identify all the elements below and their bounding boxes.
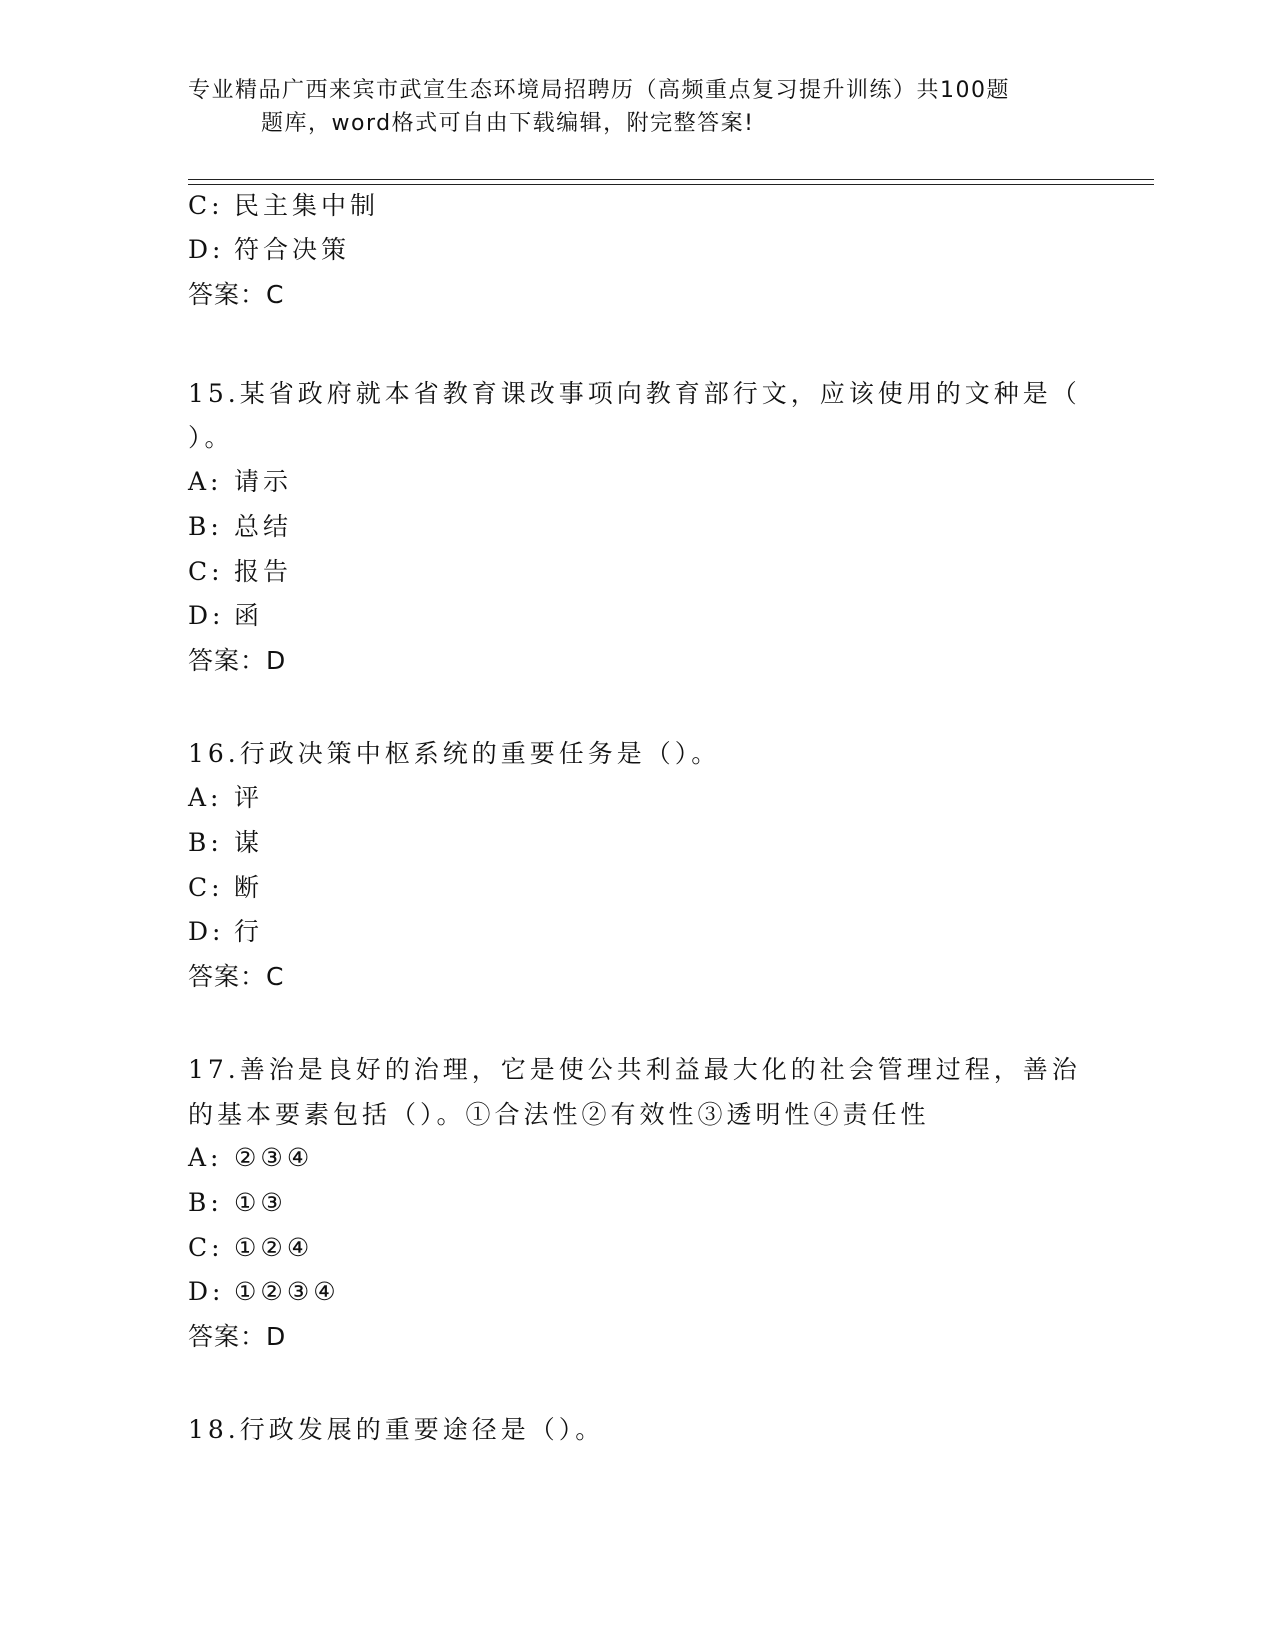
q17-stem-line-1: 17.善治是良好的治理，它是使公共利益最大化的社会管理过程，善治: [188, 1055, 1081, 1084]
q17-option-c: [188, 1233, 313, 1263]
q14-option-c: [188, 191, 379, 221]
q16-answer: 答案：C: [188, 962, 285, 991]
q15-option-a: [188, 467, 292, 497]
q16-option-c: [188, 873, 263, 903]
option-text: 符合决策: [234, 235, 351, 264]
option-label: D:: [188, 235, 225, 264]
option-text: 断: [234, 873, 264, 902]
header-divider-bottom: [188, 184, 1154, 185]
header-title-line-1: 专业精品广西来宾市武宣生态环境局招聘历（高频重点复习提升训练）共100题: [188, 78, 1010, 103]
q15-option-d: [188, 601, 263, 631]
option-text: 行: [234, 917, 264, 946]
option-label: B:: [188, 512, 223, 541]
option-label: C:: [188, 1233, 224, 1262]
q14-answer: 答案：C: [188, 280, 285, 309]
option-text: 民主集中制: [234, 191, 380, 220]
q18-stem-line-1: 18.行政发展的重要途径是（）。: [188, 1415, 605, 1444]
q15-stem-line-1: 15.某省政府就本省教育课改事项向教育部行文，应该使用的文种是（: [188, 379, 1081, 408]
option-text: 总结: [234, 512, 293, 541]
option-text: 评: [234, 783, 264, 812]
q17-answer: 答案：D: [188, 1322, 287, 1351]
q17-option-a: [188, 1143, 313, 1173]
option-text: ①②③④: [234, 1277, 340, 1306]
q17-stem-line-2: 的基本要素包括（）。①合法性②有效性③透明性④责任性: [188, 1100, 930, 1129]
option-label: B:: [188, 828, 223, 857]
option-label: C:: [188, 873, 224, 902]
q14-option-d: [188, 235, 350, 265]
q16-option-d: [188, 917, 263, 947]
option-text: 请示: [234, 467, 293, 496]
option-text: 函: [234, 601, 264, 630]
option-label: D:: [188, 601, 225, 630]
option-text: 谋: [234, 828, 264, 857]
option-label: B:: [188, 1188, 223, 1217]
document-header: [188, 74, 1088, 140]
option-text: 报告: [234, 557, 293, 586]
option-label: D:: [188, 917, 225, 946]
header-title-line-2: 题库，word格式可自由下载编辑，附完整答案!: [261, 111, 755, 136]
q15-option-c: [188, 557, 292, 587]
q15-answer: 答案：D: [188, 646, 287, 675]
option-label: C:: [188, 191, 224, 220]
option-text: ②③④: [234, 1143, 314, 1172]
option-text: ①③: [234, 1188, 287, 1217]
q17-option-b: [188, 1188, 287, 1218]
q15-option-b: [188, 512, 292, 542]
option-label: D:: [188, 1277, 225, 1306]
option-label: A:: [188, 1143, 223, 1172]
option-label: C:: [188, 557, 224, 586]
option-text: ①②④: [234, 1233, 314, 1262]
q16-option-b: [188, 828, 263, 858]
option-label: A:: [188, 467, 223, 496]
option-label: A:: [188, 783, 223, 812]
q17-option-d: [188, 1277, 340, 1307]
q15-stem-line-2: ）。: [188, 423, 234, 452]
q16-stem-line-1: 16.行政决策中枢系统的重要任务是（）。: [188, 739, 721, 768]
q16-option-a: [188, 783, 263, 813]
header-divider-top: [188, 179, 1154, 180]
